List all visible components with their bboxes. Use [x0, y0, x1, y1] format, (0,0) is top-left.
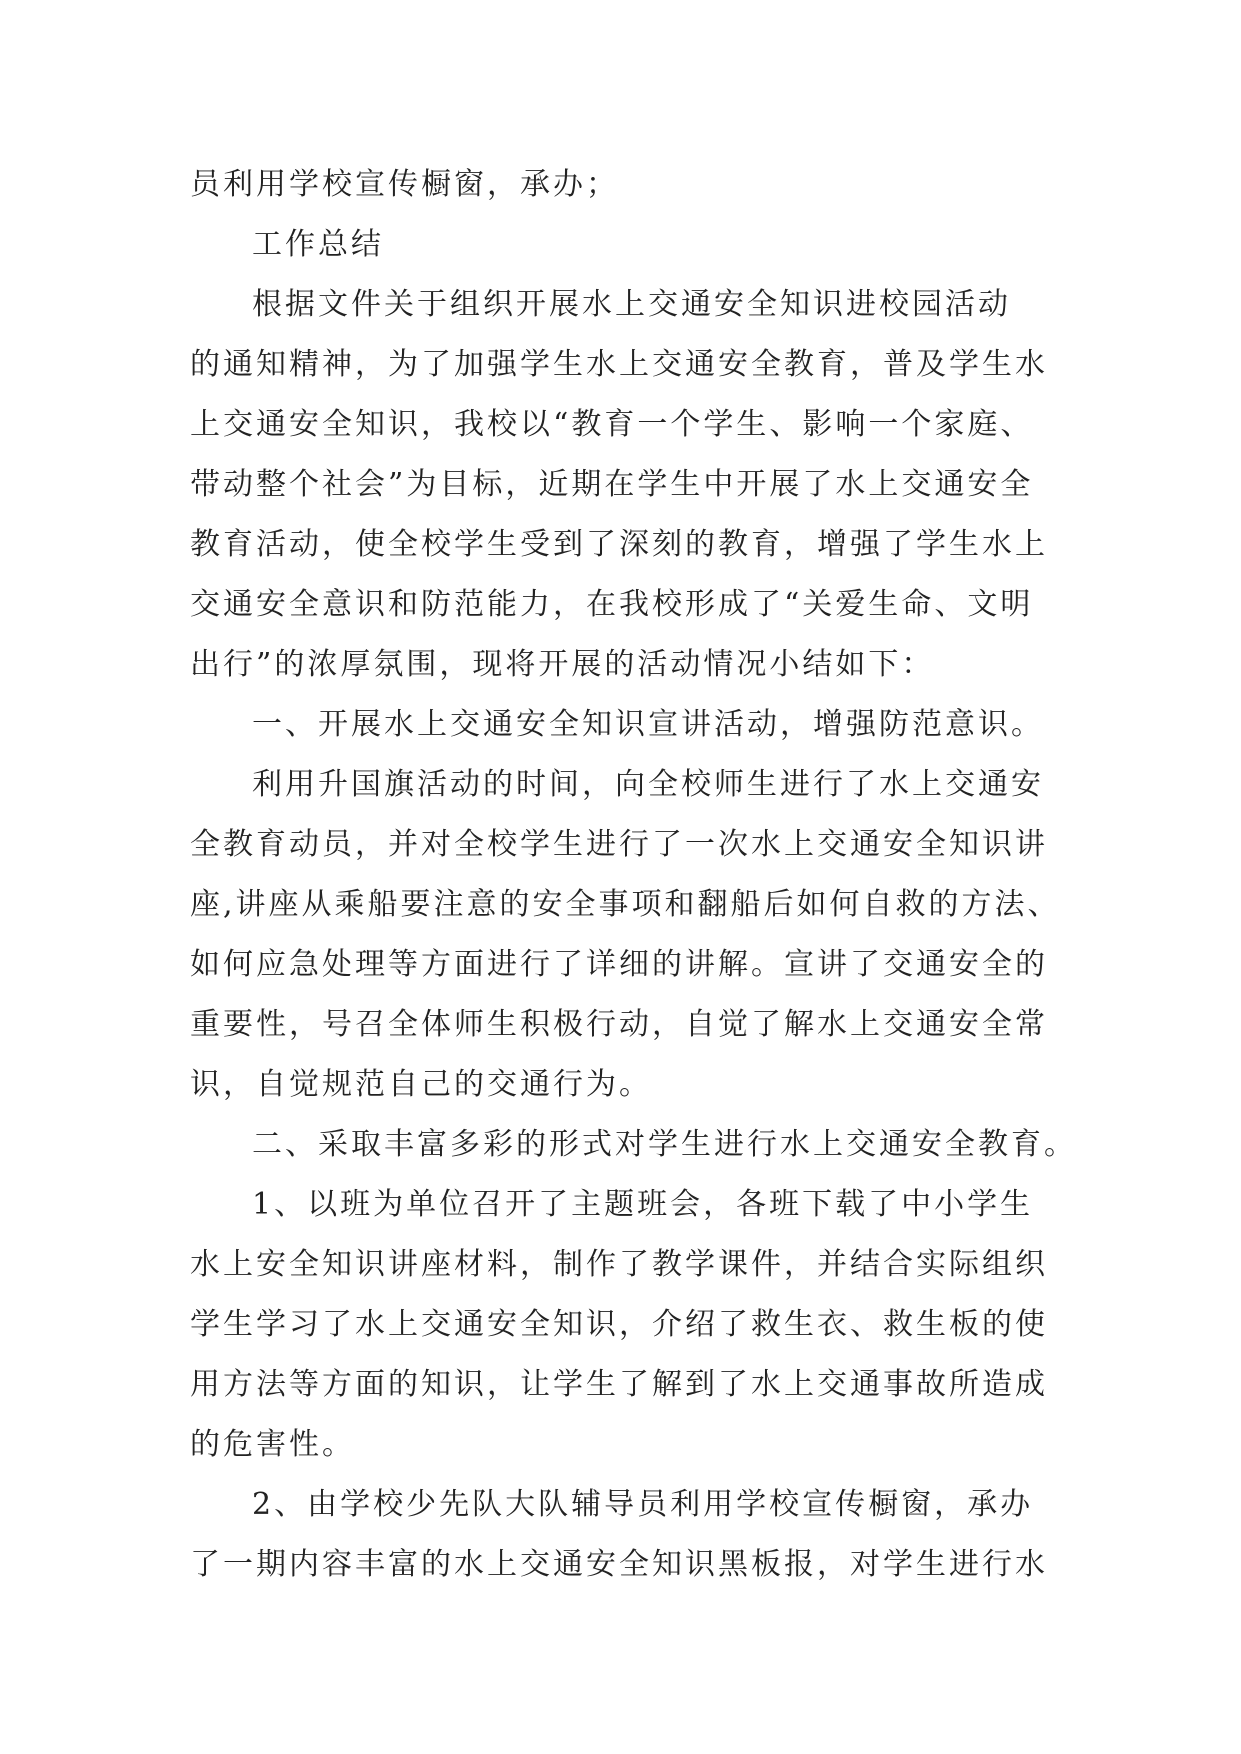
text-line-4: 的通知精神，为了加强学生水上交通安全教育，普及学生水 [190, 347, 1048, 382]
text-line-5: 上交通安全知识，我校以“教育一个学生、影响一个家庭、 [190, 407, 1034, 442]
text-line-14: 如何应急处理等方面进行了详细的讲解。宣讲了交通安全的 [190, 947, 1048, 982]
text-line-1: 员利用学校宣传橱窗，承办； [190, 167, 619, 202]
document-body [190, 155, 1077, 1595]
text-line-6: 带动整个社会”为目标，近期在学生中开展了水上交通安全 [190, 467, 1034, 502]
text-line-12: 全教育动员，并对全校学生进行了一次水上交通安全知识讲 [190, 827, 1048, 862]
text-line-20: 学生学习了水上交通安全知识，介绍了救生衣、救生板的使 [190, 1307, 1048, 1342]
text-line-13: 座,讲座从乘船要注意的安全事项和翻船后如何自救的方法、 [190, 887, 1061, 922]
text-line-11: 利用升国旗活动的时间，向全校师生进行了水上交通安 [252, 767, 1044, 802]
text-line-24: 了一期内容丰富的水上交通安全知识黑板报，对学生进行水 [190, 1547, 1048, 1582]
subheading-one: 一、开展水上交通安全知识宣讲活动，增强防范意识。 [252, 707, 1044, 742]
text-line-22: 的危害性。 [190, 1427, 355, 1462]
text-line-8: 交通安全意识和防范能力，在我校形成了“关爱生命、文明 [190, 587, 1034, 622]
text-line-19: 水上安全知识讲座材料，制作了教学课件，并结合实际组织 [190, 1247, 1048, 1282]
text-line-7: 教育活动，使全校学生受到了深刻的教育，增强了学生水上 [190, 527, 1048, 562]
section-heading: 工作总结 [252, 227, 384, 262]
text-line-18: 1、以班为单位召开了主题班会，各班下载了中小学生 [252, 1187, 1034, 1222]
text-line-23: 2、由学校少先队大队辅导员利用学校宣传橱窗，承办 [252, 1487, 1034, 1522]
text-line-21: 用方法等方面的知识，让学生了解到了水上交通事故所造成 [190, 1367, 1048, 1402]
subheading-two: 二、采取丰富多彩的形式对学生进行水上交通安全教育。 [252, 1127, 1077, 1162]
text-line-9: 出行”的浓厚氛围，现将开展的活动情况小结如下： [190, 647, 935, 682]
text-line-16: 识，自觉规范自己的交通行为。 [190, 1067, 652, 1102]
text-line-15: 重要性，号召全体师生积极行动，自觉了解水上交通安全常 [190, 1007, 1048, 1042]
text-line-3: 根据文件关于组织开展水上交通安全知识进校园活动 [252, 287, 1011, 322]
